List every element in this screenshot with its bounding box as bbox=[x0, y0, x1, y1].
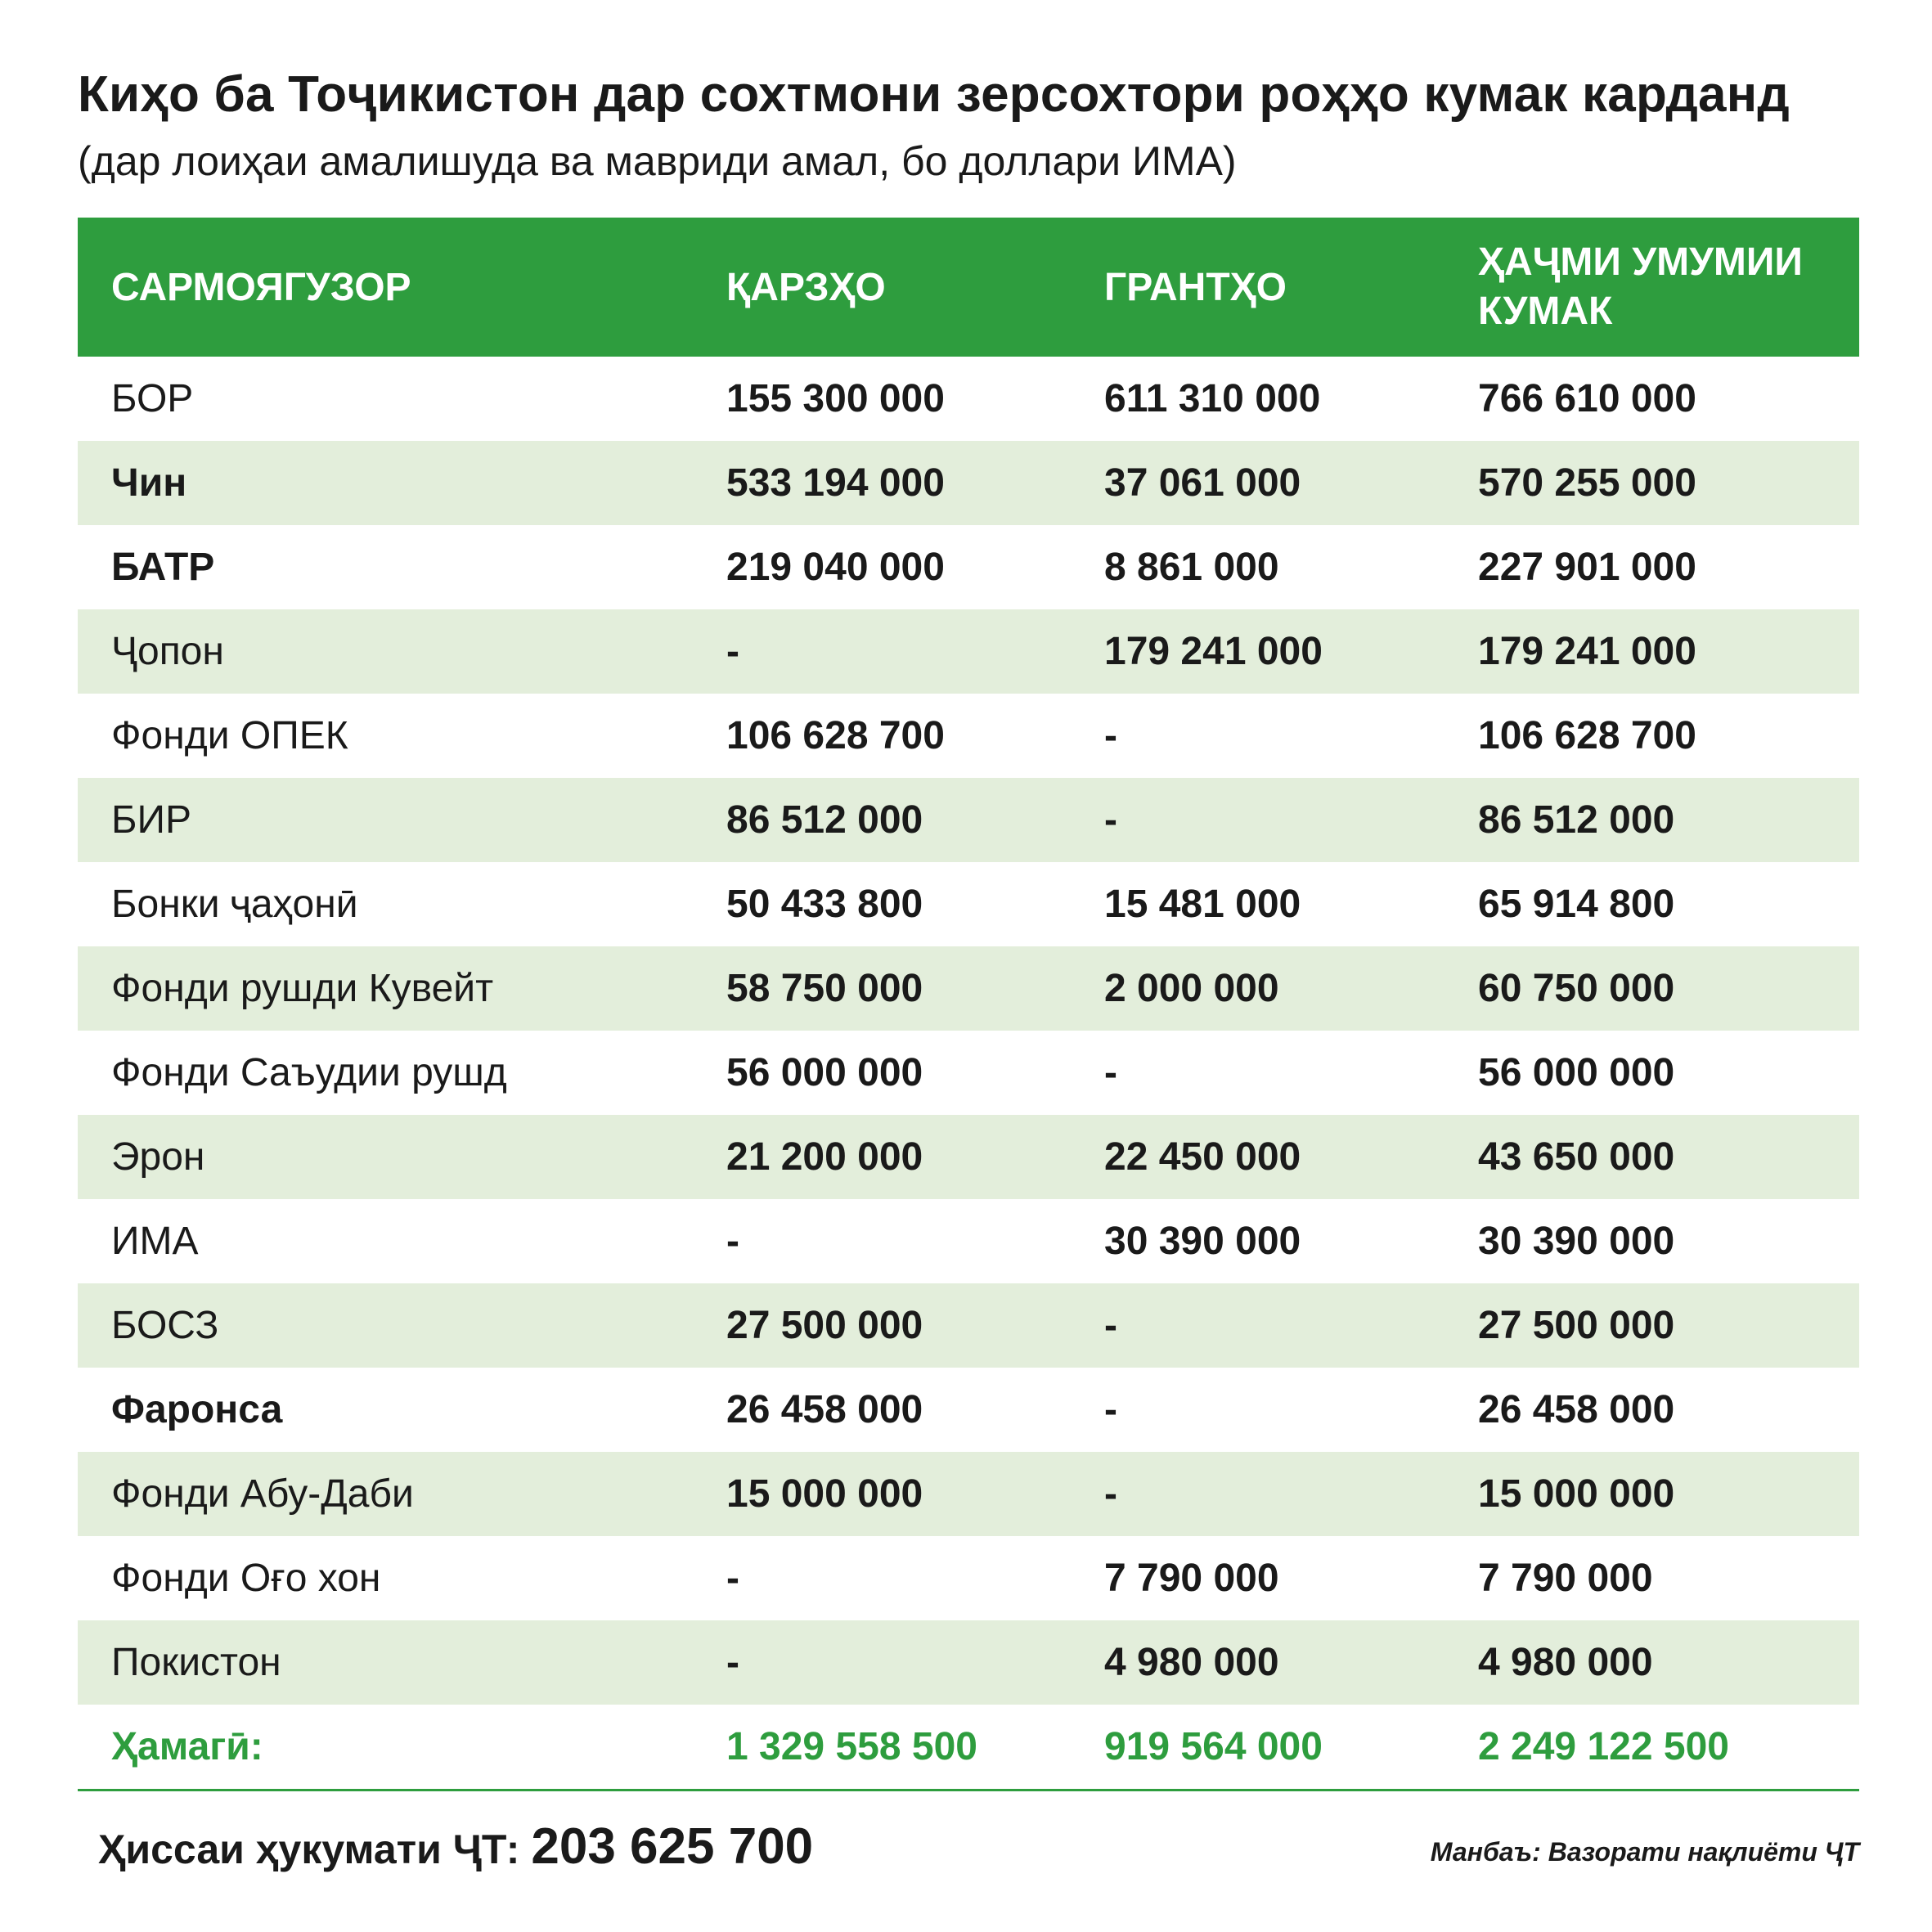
cell-grants: 15 481 000 bbox=[1104, 883, 1301, 926]
cell-investor: Эрон bbox=[111, 1135, 205, 1179]
header-investor: САРМОЯГУЗОР bbox=[111, 265, 411, 309]
table-row bbox=[78, 1031, 1859, 1115]
cell-grants: 22 450 000 bbox=[1104, 1135, 1301, 1179]
cell-investor: Фонди Оғо хон bbox=[111, 1557, 381, 1600]
cell-total: 86 512 000 bbox=[1478, 798, 1675, 842]
cell-total: 227 901 000 bbox=[1478, 546, 1696, 589]
table-row bbox=[78, 1368, 1859, 1452]
cell-loans: - bbox=[726, 630, 739, 673]
table-row bbox=[78, 609, 1859, 694]
totals-grants: 919 564 000 bbox=[1104, 1725, 1323, 1768]
cell-investor: БАТР bbox=[111, 546, 215, 589]
cell-loans: 86 512 000 bbox=[726, 798, 923, 842]
cell-investor: Фонди Саъудии рушд bbox=[111, 1051, 507, 1094]
government-share bbox=[98, 1817, 813, 1876]
cell-investor: Фаронса bbox=[111, 1388, 283, 1431]
cell-total: 179 241 000 bbox=[1478, 630, 1696, 673]
chart-subtitle: (дар лоиҳаи амалишуда ва мавриди амал, бо доллари ИМА) bbox=[78, 138, 1237, 184]
cell-loans: 56 000 000 bbox=[726, 1051, 923, 1094]
header-total: ҲАҶМИ УМУМИИ КУМАК bbox=[1478, 240, 1803, 333]
cell-total: 60 750 000 bbox=[1478, 967, 1675, 1010]
totals-label: Ҳамагӣ: bbox=[111, 1725, 263, 1768]
cell-total: 56 000 000 bbox=[1478, 1051, 1675, 1094]
cell-investor: БОР bbox=[111, 377, 194, 420]
cell-total: 766 610 000 bbox=[1478, 377, 1696, 420]
cell-total: 4 980 000 bbox=[1478, 1641, 1653, 1684]
cell-grants: 30 390 000 bbox=[1104, 1220, 1301, 1263]
cell-loans: 50 433 800 bbox=[726, 883, 923, 926]
totals-total: 2 249 122 500 bbox=[1478, 1725, 1729, 1768]
cell-grants: 2 000 000 bbox=[1104, 967, 1279, 1010]
cell-investor: Бонки ҷаҳонӣ bbox=[111, 883, 358, 926]
table-row bbox=[78, 1452, 1859, 1536]
cell-total: 65 914 800 bbox=[1478, 883, 1675, 926]
cell-grants: - bbox=[1104, 714, 1117, 757]
cell-grants: - bbox=[1104, 1472, 1117, 1516]
cell-investor: Ҷопон bbox=[111, 630, 224, 673]
header-grants: ГРАНТҲО bbox=[1104, 265, 1287, 309]
cell-investor: Фонди рушди Кувейт bbox=[111, 967, 494, 1010]
cell-grants: 7 790 000 bbox=[1104, 1557, 1279, 1600]
table-row bbox=[78, 1536, 1859, 1620]
cell-investor: БИР bbox=[111, 798, 192, 842]
cell-loans: 219 040 000 bbox=[726, 546, 945, 589]
cell-investor: БОСЗ bbox=[111, 1304, 219, 1347]
cell-investor: Чин bbox=[111, 461, 187, 505]
cell-total: 27 500 000 bbox=[1478, 1304, 1675, 1347]
cell-loans: - bbox=[726, 1557, 739, 1600]
cell-loans: - bbox=[726, 1220, 739, 1263]
cell-loans: 26 458 000 bbox=[726, 1388, 923, 1431]
table-row bbox=[78, 1199, 1859, 1283]
cell-loans: 27 500 000 bbox=[726, 1304, 923, 1347]
cell-investor: Покистон bbox=[111, 1641, 281, 1684]
table-row bbox=[78, 1283, 1859, 1368]
cell-total: 106 628 700 bbox=[1478, 714, 1696, 757]
totals-loans: 1 329 558 500 bbox=[726, 1725, 977, 1768]
totals-row bbox=[78, 1705, 1859, 1791]
cell-total: 43 650 000 bbox=[1478, 1135, 1675, 1179]
table-row bbox=[78, 357, 1859, 441]
table-row bbox=[78, 441, 1859, 525]
table-row bbox=[78, 525, 1859, 609]
cell-loans: 15 000 000 bbox=[726, 1472, 923, 1516]
cell-loans: 533 194 000 bbox=[726, 461, 945, 505]
source-note: Манбаъ: Вазорати нақлиёти ҶТ bbox=[1430, 1837, 1859, 1867]
cell-grants: 611 310 000 bbox=[1104, 377, 1321, 420]
table-header bbox=[78, 218, 1859, 357]
table-row bbox=[78, 946, 1859, 1031]
table-row bbox=[78, 1115, 1859, 1199]
cell-grants: 4 980 000 bbox=[1104, 1641, 1279, 1684]
cell-loans: 155 300 000 bbox=[726, 377, 945, 420]
cell-loans: - bbox=[726, 1641, 739, 1684]
cell-investor: ИМА bbox=[111, 1220, 199, 1263]
cell-grants: - bbox=[1104, 1304, 1117, 1347]
cell-loans: 58 750 000 bbox=[726, 967, 923, 1010]
cell-loans: 21 200 000 bbox=[726, 1135, 923, 1179]
cell-investor: Фонди ОПЕК bbox=[111, 714, 348, 757]
government-share-value: 203 625 700 bbox=[531, 1818, 814, 1875]
data-table bbox=[78, 218, 1859, 1791]
cell-total: 570 255 000 bbox=[1478, 461, 1696, 505]
government-share-label: Ҳиссаи ҳукумати ҶТ: bbox=[98, 1826, 520, 1872]
table-row bbox=[78, 1620, 1859, 1705]
table-row bbox=[78, 694, 1859, 778]
cell-grants: 8 861 000 bbox=[1104, 546, 1279, 589]
table-row bbox=[78, 862, 1859, 946]
cell-grants: - bbox=[1104, 1388, 1117, 1431]
table-body bbox=[78, 357, 1859, 1705]
header-loans: ҚАРЗҲО bbox=[726, 265, 886, 309]
chart-title: Киҳо ба Тоҷикистон дар сохтмони зерсохтори роҳҳо кумак карданд bbox=[78, 66, 1790, 123]
cell-grants: - bbox=[1104, 798, 1117, 842]
table-row bbox=[78, 778, 1859, 862]
cell-grants: 179 241 000 bbox=[1104, 630, 1323, 673]
cell-loans: 106 628 700 bbox=[726, 714, 945, 757]
cell-total: 30 390 000 bbox=[1478, 1220, 1675, 1263]
cell-total: 7 790 000 bbox=[1478, 1557, 1653, 1600]
cell-total: 15 000 000 bbox=[1478, 1472, 1675, 1516]
cell-grants: - bbox=[1104, 1051, 1117, 1094]
cell-total: 26 458 000 bbox=[1478, 1388, 1675, 1431]
cell-investor: Фонди Абу-Даби bbox=[111, 1472, 414, 1516]
cell-grants: 37 061 000 bbox=[1104, 461, 1301, 505]
